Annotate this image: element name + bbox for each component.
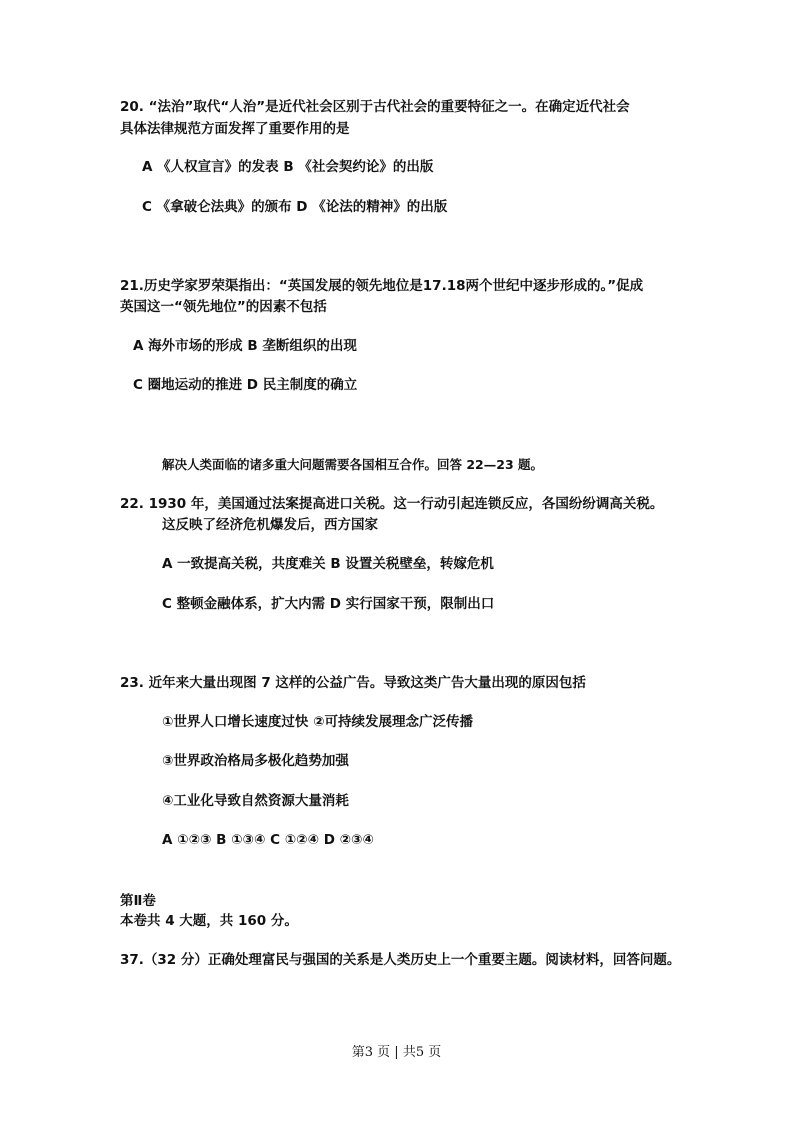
q21-options-cd: C 圈地运动的推进 D 民主制度的确立 [133, 377, 358, 393]
q22-stem-line1: 22. 1930 年，美国通过法案提高进口关税。这一行动引起连锁反应，各国纷纷调高关税。 [120, 496, 664, 512]
q20-options-cd: C 《拿破仑法典》的颁布 D 《论法的精神》的出版 [142, 199, 448, 215]
q21-stem-line2: 英国这一“领先地位”的因素不包括 [120, 299, 327, 315]
q20-stem-line1: 20. “法治”取代“人治”是近代社会区别于古代社会的重要特征之一。在确定近代社会 [120, 99, 630, 115]
q20-options-ab: A 《人权宣言》的发表 B 《社会契约论》的出版 [142, 159, 434, 175]
section2-desc: 本卷共 4 大题，共 160 分。 [120, 913, 298, 929]
q22-options-cd: C 整顿金融体系，扩大内需 D 实行国家干预，限制出口 [162, 596, 495, 612]
q20-stem-line2: 具体法律规范方面发挥了重要作用的是 [120, 121, 350, 137]
page-footer: 第3 页 | 共5 页 [351, 1045, 442, 1060]
q23-item-3: ③世界政治格局多极化趋势加强 [162, 753, 349, 769]
q23-options: A ①②③ B ①③④ C ①②④ D ②③④ [162, 832, 374, 848]
section2-title: 第Ⅱ卷 [120, 893, 156, 909]
q23-stem: 23. 近年来大量出现图 7 这样的公益广告。导致这类广告大量出现的原因包括 [120, 675, 586, 691]
q23-item-4: ④工业化导致自然资源大量消耗 [162, 793, 349, 809]
q22-options-ab: A 一致提高关税，共度难关 B 设置关税壁垒，转嫁危机 [162, 556, 494, 572]
q23-items-1-2: ①世界人口增长速度过快 ②可持续发展理念广泛传播 [162, 714, 474, 730]
q37-stem: 37.（32 分）正确处理富民与强国的关系是人类历史上一个重要主题。阅读材料，回答问题。 [120, 952, 681, 968]
q21-options-ab: A 海外市场的形成 B 垄断组织的出现 [133, 338, 357, 354]
q21-stem-line1: 21.历史学家罗荣渠指出：“英国发展的领先地位是17.18两个世纪中逐步形成的。”促成 [120, 278, 644, 294]
intro-22-23: 解决人类面临的诸多重大问题需要各国相互合作。回答 22—23 题。 [162, 457, 543, 472]
q22-stem-line2: 这反映了经济危机爆发后，西方国家 [162, 517, 378, 533]
